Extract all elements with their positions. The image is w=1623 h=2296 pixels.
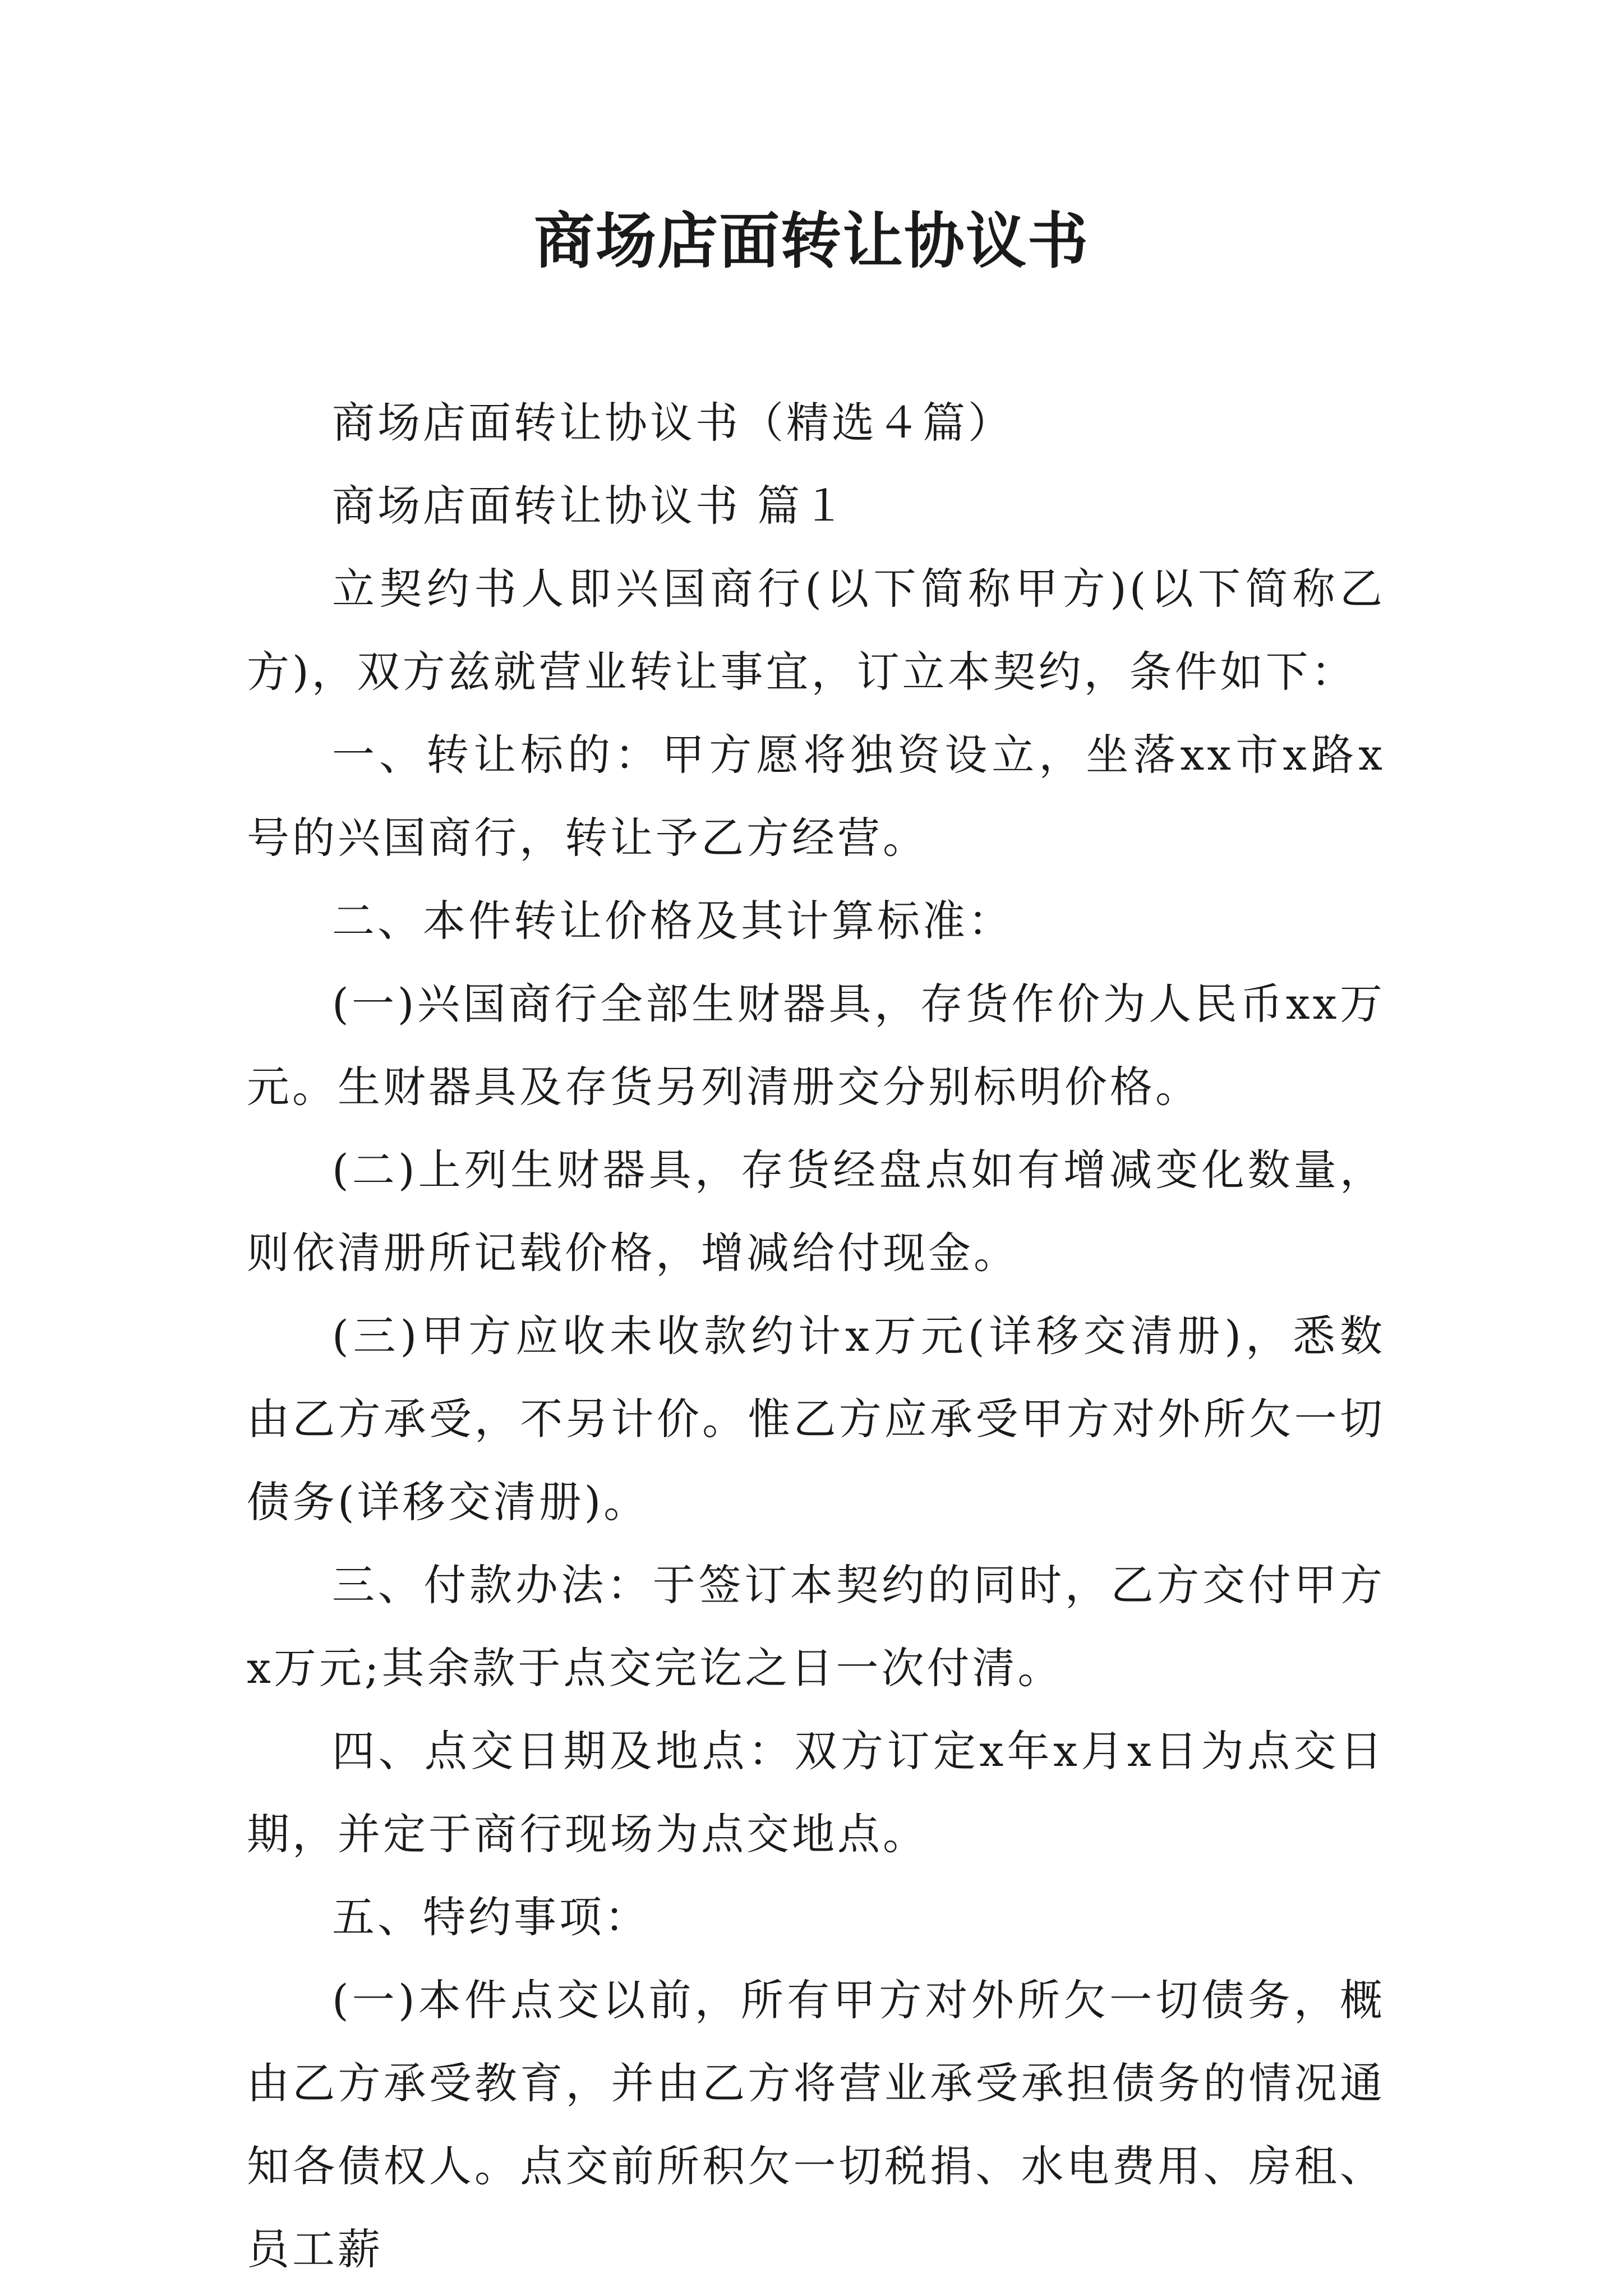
- paragraph-clause-1: 一、转让标的：甲方愿将独资设立，坐落xx市x路x号的兴国商行，转让予乙方经营。: [247, 730, 1385, 863]
- document-body: [247, 381, 1385, 2291]
- paragraph-subtitle: 商场店面转让协议书（精选４篇）: [332, 398, 1013, 448]
- paragraph-clause-4: 四、点交日期及地点：双方订定x年x月x日为点交日期，并定于商行现场为点交地点。: [247, 1726, 1385, 1859]
- paragraph-section-heading: 商场店面转让协议书 篇１: [332, 481, 849, 531]
- paragraph-clause-2-2: (二)上列生财器具，存货经盘点如有增减变化数量，则依清册所记载价格，增减给付现金。: [247, 1145, 1385, 1278]
- paragraph-clause-2-3: (三)甲方应收未收款约计x万元(详移交清册)，悉数由乙方承受，不另计价。惟乙方应承受甲方对外所欠一切债务(详移交清册)。: [247, 1311, 1385, 1527]
- paragraph-clause-2-1: (一)兴国商行全部生财器具，存货作价为人民币xx万元。生财器具及存货另列清册交分别标明价格。: [247, 979, 1385, 1112]
- paragraph-clause-2: 二、本件转让价格及其计算标准：: [332, 896, 1013, 946]
- paragraph-clause-5: 五、特约事项：: [332, 1892, 650, 1942]
- paragraph-clause-5-1: (一)本件点交以前，所有甲方对外所欠一切债务，概由乙方承受教育，并由乙方将营业承受承担债务的情况通知各债权人。点交前所积欠一切税捐、水电费用、房租、员工薪: [247, 1975, 1385, 2274]
- document-title: 商场店面转让协议书: [533, 206, 1089, 277]
- paragraph-parties: 立契约书人即兴国商行(以下简称甲方)(以下简称乙方)，双方兹就营业转让事宜，订立本契约，条件如下：: [247, 564, 1385, 697]
- paragraph-clause-3: 三、付款办法：于签订本契约的同时，乙方交付甲方x万元;其余款于点交完讫之日一次付清。: [247, 1560, 1385, 1693]
